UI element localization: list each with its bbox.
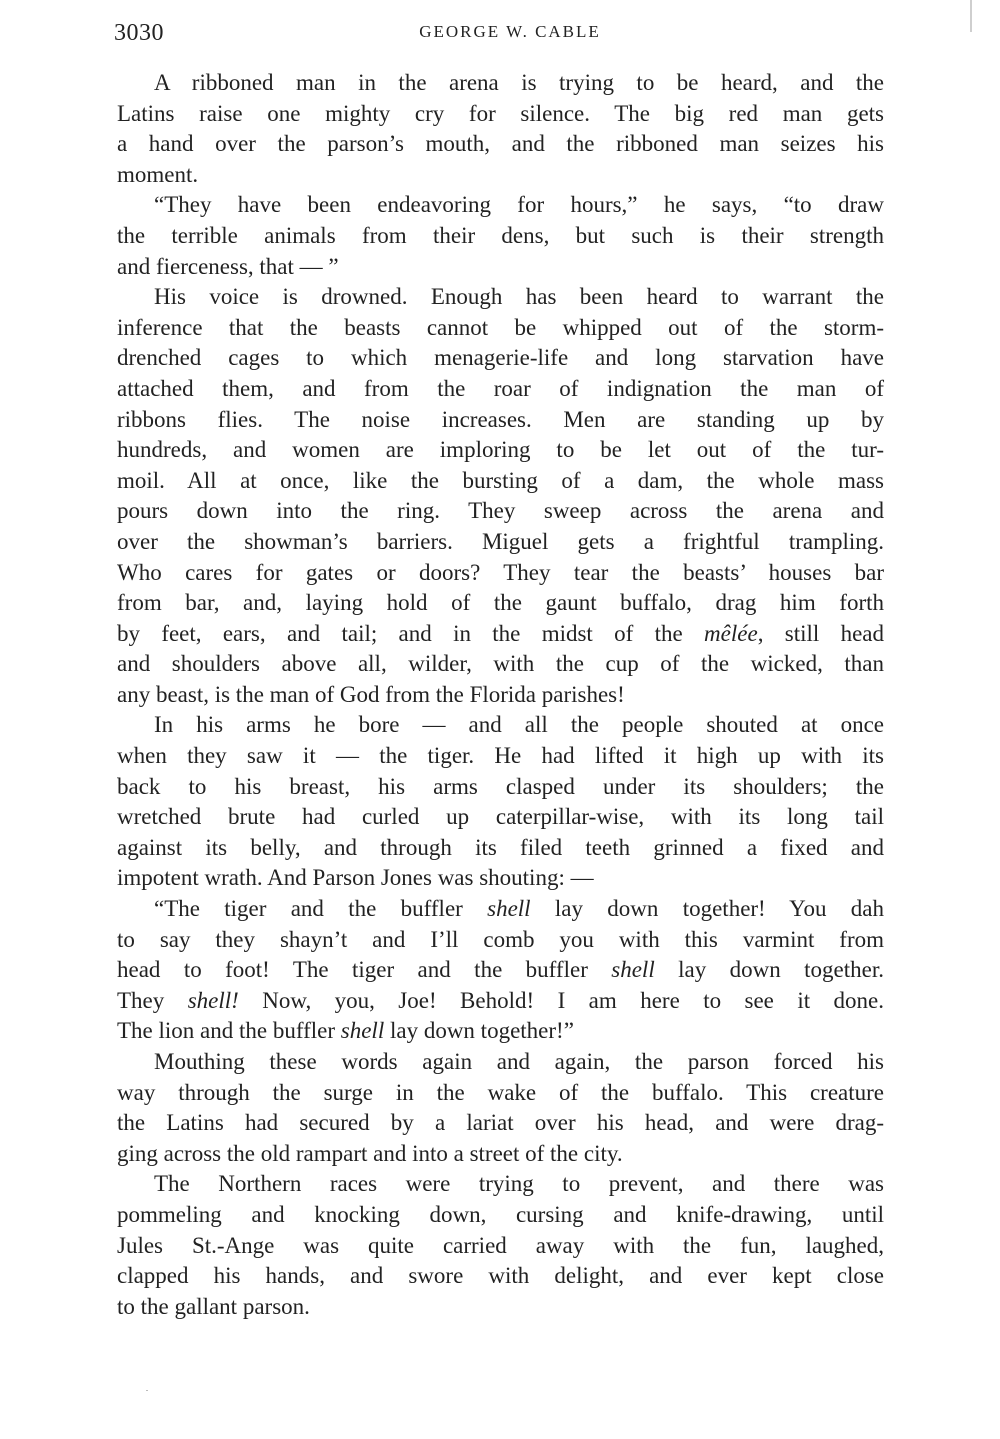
text-line: any beast, is the man of God from the Florida parishes! bbox=[117, 681, 625, 707]
text-line: In his arms he bore — and all the people shouted at once bbox=[154, 712, 884, 738]
text-line: clapped his hands, and swore with delight, and ever kept close bbox=[117, 1263, 884, 1289]
body-text bbox=[117, 68, 884, 1322]
text-line: The lion and the buffler shell lay down together!” bbox=[117, 1018, 574, 1044]
text-line: ribbons flies. The noise increases. Men are standing up by bbox=[117, 406, 884, 432]
text-line: and fierceness, that — ” bbox=[117, 253, 339, 279]
text-line: head to foot! The tiger and the buffler shell lay down together. bbox=[117, 957, 884, 983]
text-line: Jules St.-Ange was quite carried away with the fun, laughed, bbox=[117, 1232, 884, 1258]
text-line: over the showman’s barriers. Miguel gets a frightful trampling. bbox=[117, 528, 884, 554]
text-line: against its belly, and through its filed teeth grinned a fixed and bbox=[117, 834, 884, 860]
page-number: 3030 bbox=[114, 20, 164, 46]
text-line: drenched cages to which menagerie-life and long starvation have bbox=[117, 345, 884, 371]
text-line: Mouthing these words again and again, the parson forced his bbox=[154, 1049, 884, 1074]
text-line: the terrible animals from their dens, but such is their strength bbox=[117, 222, 884, 248]
text-line: impotent wrath. And Parson Jones was shouting: — bbox=[117, 865, 594, 891]
text-line: pommeling and knocking down, cursing and knife-drawing, until bbox=[117, 1201, 884, 1227]
text-line: and shoulders above all, wilder, with the cup of the wicked, than bbox=[117, 651, 884, 677]
text-line: His voice is drowned. Enough has been heard to warrant the bbox=[154, 284, 884, 310]
text-line: pours down into the ring. They sweep across the arena and bbox=[117, 498, 884, 524]
text-line: moment. bbox=[117, 161, 199, 187]
running-head: GEORGE W. CABLE bbox=[419, 22, 601, 41]
text-line: inference that the beasts cannot be whipped out of the storm- bbox=[117, 314, 884, 340]
text-line: by feet, ears, and tail; and in the midst of the mêlée, still head bbox=[117, 620, 885, 646]
text-line: “The tiger and the buffler shell lay down together! You dah bbox=[154, 896, 884, 922]
text-line: Latins raise one mighty cry for silence. The big red man gets bbox=[117, 100, 884, 126]
text-line: the Latins had secured by a lariat over his head, and were drag- bbox=[117, 1110, 884, 1136]
text-line: moil. All at once, like the bursting of a dam, the whole mass bbox=[117, 467, 884, 493]
text-line: a hand over the parson’s mouth, and the ribboned man seizes his bbox=[117, 131, 884, 157]
text-line: ging across the old rampart and into a street of the city. bbox=[117, 1140, 623, 1166]
text-line: from bar, and, laying hold of the gaunt buffalo, drag him forth bbox=[117, 590, 884, 616]
text-line: to the gallant parson. bbox=[117, 1293, 310, 1319]
text-line: “They have been endeavoring for hours,” he says, “to draw bbox=[154, 192, 884, 218]
text-line: back to his breast, his arms clasped under its shoulders; the bbox=[117, 773, 884, 799]
stray-mark bbox=[146, 1390, 148, 1391]
text-line: They shell! Now, you, Joe! Behold! I am here to see it done. bbox=[117, 987, 884, 1013]
text-line: hundreds, and women are imploring to be let out of the tur- bbox=[117, 437, 884, 463]
text-line: way through the surge in the wake of the buffalo. This creature bbox=[117, 1079, 884, 1105]
text-line: to say they shayn’t and I’ll comb you with this varmint from bbox=[117, 926, 884, 952]
text-line: Who cares for gates or doors? They tear the beasts’ houses bar bbox=[117, 559, 884, 585]
text-line: The Northern races were trying to prevent, and there was bbox=[154, 1171, 884, 1197]
text-line: when they saw it — the tiger. He had lifted it high up with its bbox=[117, 743, 884, 769]
text-line: wretched brute had curled up caterpillar-wise, with its long tail bbox=[117, 804, 884, 830]
text-line: attached them, and from the roar of indignation the man of bbox=[117, 375, 884, 401]
text-line: A ribboned man in the arena is trying to be heard, and the bbox=[154, 70, 884, 95]
